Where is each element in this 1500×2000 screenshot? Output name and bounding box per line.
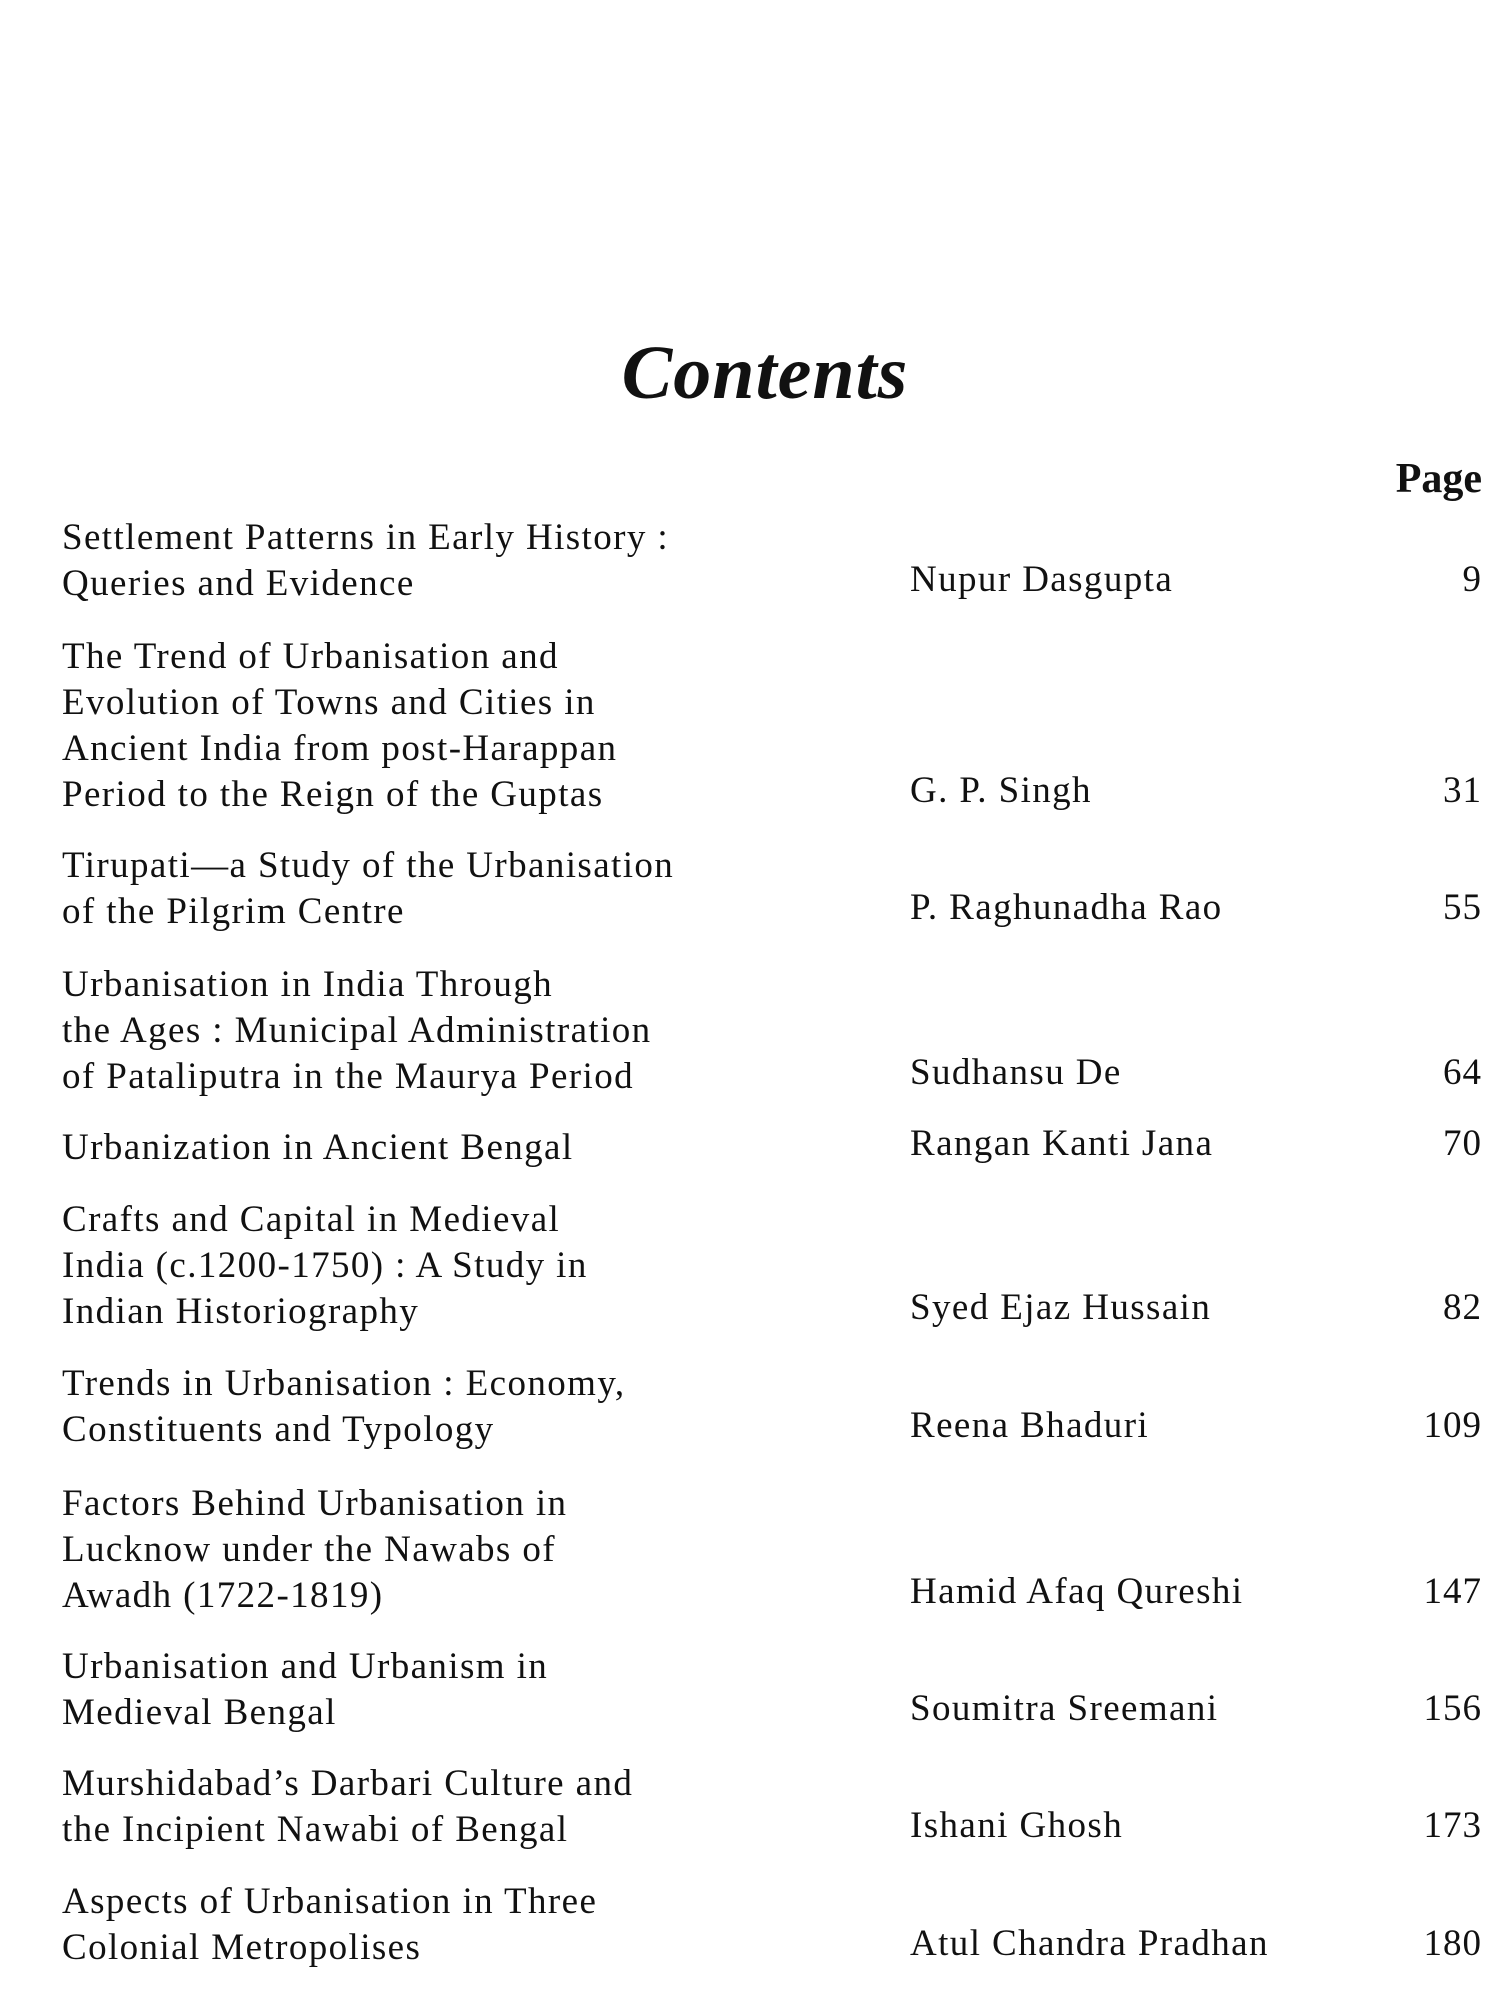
entry-title: Murshidabad’s Darbari Culture and the Incipient Nawabi of Bengal [62, 1763, 634, 1850]
entry-page-number: 55 [1443, 887, 1482, 928]
entry-author: Soumitra Sreemani [910, 1688, 1219, 1729]
entry-author: Rangan Kanti Jana [910, 1123, 1214, 1164]
entry-page-number: 9 [1462, 559, 1482, 600]
entry-author: Hamid Afaq Qureshi [910, 1571, 1244, 1612]
page-column-header: Page [1395, 456, 1482, 502]
entry-author: Nupur Dasgupta [910, 559, 1174, 600]
entry-title: Settlement Patterns in Early History : Queries and Evidence [62, 517, 670, 604]
entry-title: Factors Behind Urbanisation in Lucknow under the Nawabs of Awadh (1722-1819) [62, 1483, 568, 1616]
entry-page-number: 156 [1423, 1688, 1482, 1729]
entry-page-number: 64 [1443, 1052, 1482, 1093]
toc-entry[interactable] [62, 1051, 1482, 1171]
toc-entry[interactable] [62, 1733, 1482, 1853]
entry-title: Tirupati—a Study of the Urbanisation of the Pilgrim Centre [62, 845, 675, 932]
entry-title: The Trend of Urbanisation and Evolution of Towns and Cities in Ancient India from post-Harappan Period to the Reign of the Guptas [62, 636, 618, 815]
entry-page-number: 109 [1423, 1405, 1482, 1446]
entry-page-number: 82 [1443, 1287, 1482, 1328]
entry-page-number: 173 [1423, 1805, 1482, 1846]
entry-author: Ishani Ghosh [910, 1805, 1124, 1846]
entry-author: Syed Ejaz Hussain [910, 1287, 1212, 1328]
entry-page-number: 70 [1443, 1123, 1482, 1164]
entry-title: Urbanization in Ancient Bengal [62, 1127, 574, 1168]
entry-title: Trends in Urbanisation : Economy, Constituents and Typology [62, 1363, 626, 1450]
entry-author: Sudhansu De [910, 1052, 1122, 1093]
entry-author: P. Raghunadha Rao [910, 887, 1223, 928]
page-title: Contents [621, 331, 909, 415]
entry-page-number: 180 [1423, 1923, 1482, 1964]
toc-entry[interactable] [62, 1483, 1482, 1619]
toc-entry[interactable] [62, 815, 1482, 935]
entry-author: Atul Chandra Pradhan [910, 1923, 1269, 1964]
toc-entry[interactable] [62, 1851, 1482, 1971]
toc-entry[interactable] [62, 1199, 1482, 1335]
entry-page-number: 31 [1443, 770, 1482, 811]
entry-page-number: 147 [1423, 1571, 1482, 1612]
toc-entry[interactable] [62, 636, 1482, 818]
toc-entry[interactable] [62, 487, 1482, 607]
entry-author: G. P. Singh [910, 770, 1092, 811]
entry-title: Urbanisation in India Through the Ages : Municipal Administration of Pataliputra in the Maurya Period [62, 964, 652, 1097]
entry-title: Urbanisation and Urbanism in Medieval Bengal [62, 1646, 549, 1733]
toc-entry[interactable] [62, 1616, 1482, 1736]
entry-title: Aspects of Urbanisation in Three Colonial Metropolises [62, 1881, 598, 1968]
entry-author: Reena Bhaduri [910, 1405, 1150, 1446]
toc-entry[interactable] [62, 1333, 1482, 1453]
entry-title: Crafts and Capital in Medieval India (c.1200-1750) : A Study in Indian Historiography [62, 1199, 588, 1332]
